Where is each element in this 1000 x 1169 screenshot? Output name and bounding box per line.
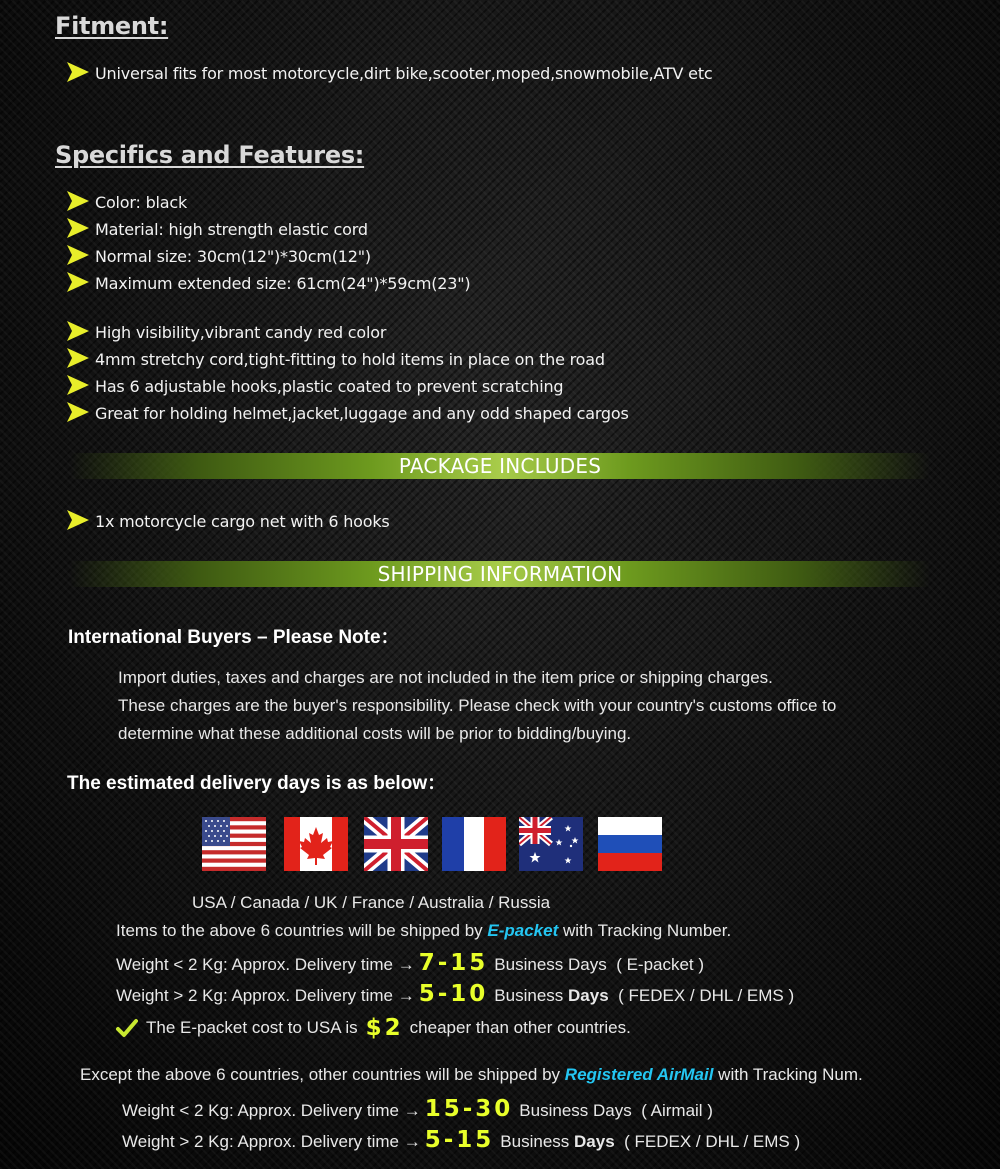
- list-item: [66, 346, 629, 373]
- list-item: [66, 216, 470, 243]
- feature-item-text: Great for holding helmet,jacket,luggage and any odd shaped cargos: [95, 404, 629, 423]
- carrier-label: ( FEDEX / DHL / EMS ): [618, 986, 795, 1005]
- specifics-heading: Specifics and Features:: [55, 141, 365, 169]
- business-days-label: Business Days: [519, 1101, 632, 1120]
- arrow-bullet-icon: [66, 190, 90, 212]
- arrow-bullet-icon: [66, 244, 90, 266]
- australia-flag-svg: [519, 817, 583, 871]
- list-item: [66, 373, 629, 400]
- delivery-days: 5-15: [424, 1127, 495, 1153]
- arrow-bullet-icon: [66, 271, 90, 293]
- business-label: Business: [500, 1132, 570, 1151]
- airmail-intro-after: with Tracking Num.: [718, 1065, 863, 1084]
- airmail-light-line: [122, 1096, 713, 1122]
- list-item: [66, 243, 470, 270]
- days-label: Days: [574, 1132, 615, 1151]
- russia-flag-icon: [598, 817, 662, 871]
- spec-item-text: Maximum extended size: 61cm(24")*59cm(23"): [95, 274, 471, 293]
- note-after: cheaper than other countries.: [409, 1018, 631, 1037]
- list-item: [66, 400, 629, 427]
- airmail-intro: [80, 1065, 863, 1085]
- arrow-bullet-icon: [66, 320, 90, 342]
- australia-flag-icon: [519, 817, 583, 871]
- spec-item-text: Color: black: [95, 193, 188, 212]
- uk-flag-icon: [364, 817, 428, 871]
- buyers-note-title: International Buyers – Please Note：: [68, 627, 400, 648]
- delivery-days: 5-10: [418, 981, 489, 1007]
- list-item: [66, 270, 470, 297]
- france-flag-svg: [442, 817, 506, 871]
- weight-prefix: Weight > 2 Kg: Approx. Delivery time →: [116, 986, 415, 1005]
- specifics-list-group1: [66, 189, 470, 297]
- carrier-label: ( E-packet ): [616, 955, 705, 974]
- epacket-method: E-packet: [487, 921, 559, 940]
- list-item: [66, 189, 470, 216]
- epacket-light-line: [116, 950, 704, 976]
- arrow-bullet-icon: [66, 217, 90, 239]
- list-item: [66, 60, 713, 87]
- weight-prefix: Weight < 2 Kg: Approx. Delivery time →: [116, 955, 415, 974]
- feature-item-text: High visibility,vibrant candy red color: [95, 323, 387, 342]
- uk-flag-svg: [364, 817, 428, 871]
- note-line: These charges are the buyer's responsibility. Please check with your country's customs office to: [118, 696, 837, 715]
- package-includes-banner: PACKAGE INCLUDES: [70, 453, 930, 479]
- weight-prefix: Weight < 2 Kg: Approx. Delivery time →: [122, 1101, 421, 1120]
- arrow-bullet-icon: [66, 61, 90, 83]
- checkmark-icon: [116, 1018, 138, 1038]
- carrier-label: ( Airmail ): [641, 1101, 713, 1120]
- countries-list: USA / Canada / UK / France / Australia / Russia: [192, 893, 551, 912]
- list-item: [66, 319, 629, 346]
- fitment-list: [66, 60, 713, 87]
- airmail-method: Registered AirMail: [564, 1065, 714, 1084]
- specifics-list-group2: [66, 319, 629, 427]
- list-item: [66, 508, 390, 535]
- shipping-information-banner: SHIPPING INFORMATION: [70, 561, 930, 587]
- note-line: Import duties, taxes and charges are not included in the item price or shipping charges.: [118, 668, 773, 687]
- delivery-days: 7-15: [418, 950, 489, 976]
- usa-flag-svg: [202, 817, 266, 871]
- feature-item-text: Has 6 adjustable hooks,plastic coated to prevent scratching: [95, 377, 564, 396]
- epacket-intro-after: with Tracking Number.: [563, 921, 732, 940]
- weight-prefix: Weight > 2 Kg: Approx. Delivery time →: [122, 1132, 421, 1151]
- canada-flag-svg: [284, 817, 348, 871]
- note-before: The E-packet cost to USA is: [146, 1018, 358, 1037]
- spec-item-text: Normal size: 30cm(12")*30cm(12"): [95, 247, 371, 266]
- buyers-note-text: [118, 664, 836, 748]
- airmail-heavy-line: [122, 1127, 800, 1153]
- fitment-heading: Fitment:: [55, 12, 169, 40]
- package-item-text: 1x motorcycle cargo net with 6 hooks: [95, 512, 390, 531]
- france-flag-icon: [442, 817, 506, 871]
- carrier-label: ( FEDEX / DHL / EMS ): [624, 1132, 801, 1151]
- russia-flag-svg: [598, 817, 662, 871]
- canada-flag-icon: [284, 817, 348, 871]
- feature-item-text: 4mm stretchy cord,tight-fitting to hold items in place on the road: [95, 350, 605, 369]
- arrow-bullet-icon: [66, 401, 90, 423]
- arrow-bullet-icon: [66, 347, 90, 369]
- fitment-item-text: Universal fits for most motorcycle,dirt bike,scooter,moped,snowmobile,ATV etc: [95, 64, 713, 83]
- epacket-heavy-line: [116, 981, 794, 1007]
- business-days-label: Business Days: [494, 955, 607, 974]
- price-difference: $2: [365, 1015, 404, 1041]
- days-label: Days: [568, 986, 609, 1005]
- business-label: Business: [494, 986, 564, 1005]
- arrow-bullet-icon: [66, 374, 90, 396]
- airmail-intro-before: Except the above 6 countries, other countries will be shipped by: [80, 1065, 561, 1084]
- epacket-intro: [116, 921, 731, 941]
- delivery-days: 15-30: [424, 1096, 514, 1122]
- note-line: determine what these additional costs will be prior to bidding/buying.: [118, 724, 632, 743]
- arrow-bullet-icon: [66, 509, 90, 531]
- epacket-intro-before: Items to the above 6 countries will be shipped by: [116, 921, 483, 940]
- epacket-usa-note: [116, 1015, 631, 1041]
- delivery-title: The estimated delivery days is as below：: [67, 773, 447, 794]
- package-list: [66, 508, 390, 535]
- usa-flag-icon: [202, 817, 266, 871]
- spec-item-text: Material: high strength elastic cord: [95, 220, 368, 239]
